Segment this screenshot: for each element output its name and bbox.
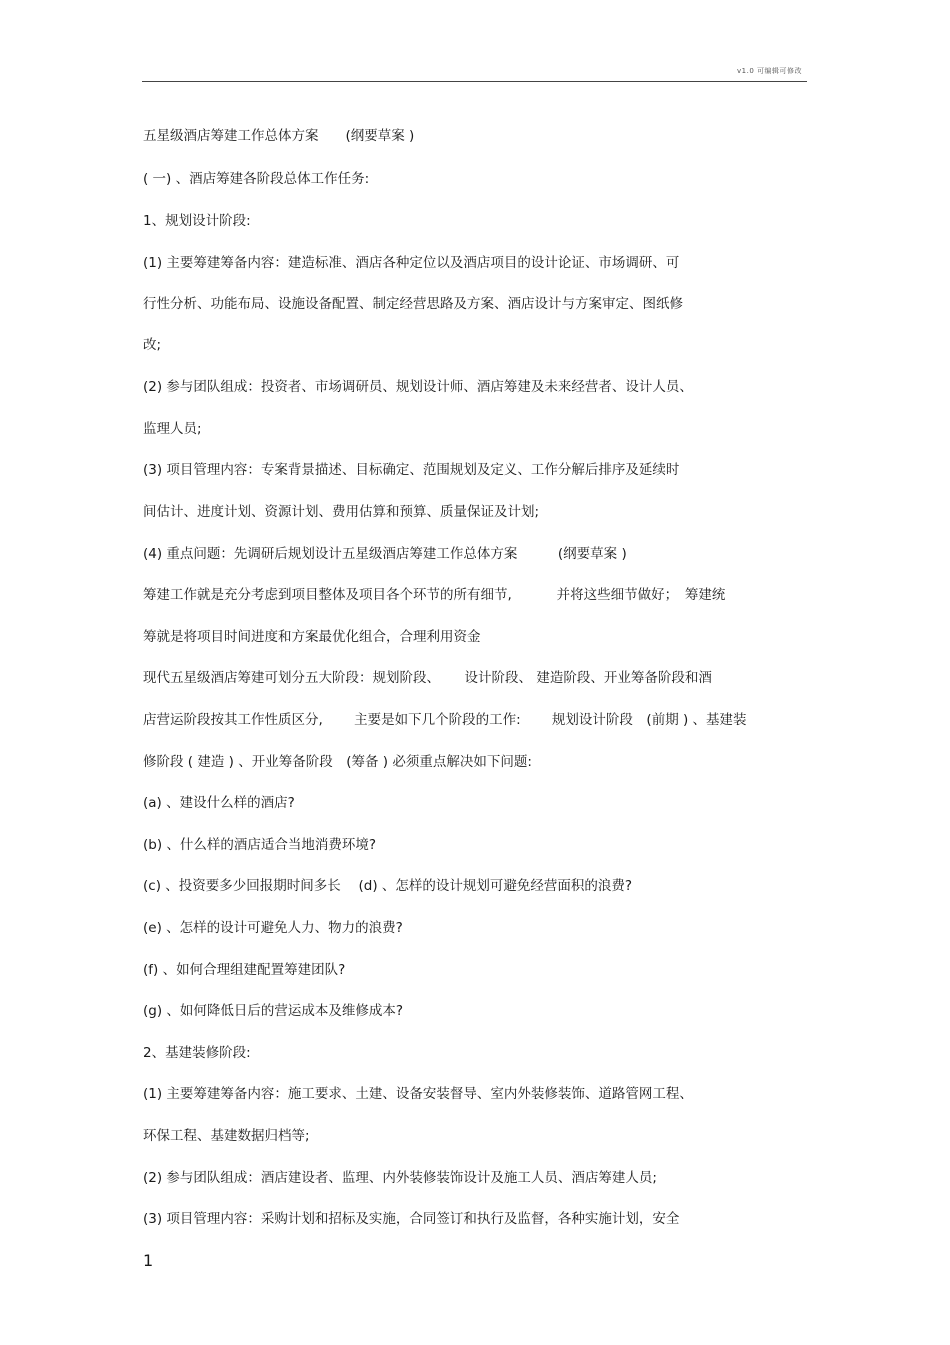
text-line: (4) 重点问题：先调研后规划设计五星级酒店筹建工作总体方案 (纲要草案 ) xyxy=(143,546,627,562)
text-line: 监理人员; xyxy=(143,421,202,437)
list-item: (f) 、如何合理组建配置筹建团队? xyxy=(143,962,346,978)
text-line: (1) 主要筹建筹备内容：施工要求、土建、设备安装督导、室内外装修装饰、道路管网工程、 xyxy=(143,1086,693,1102)
text-line: 筹建工作就是充分考虑到项目整体及项目各个环节的所有细节, 并将这些细节做好； 筹建统 xyxy=(143,587,726,603)
list-item: (a) 、建设什么样的酒店? xyxy=(143,795,295,811)
text-line: 间估计、进度计划、资源计划、费用估算和预算、质量保证及计划; xyxy=(143,504,540,520)
list-item: (c) 、投资要多少回报期时间多长 (d) 、怎样的设计规划可避免经营面积的浪费? xyxy=(143,878,633,894)
text-line: 筹就是将项目时间进度和方案最优化组合，合理利用资金 xyxy=(143,629,481,645)
page-number: 1 xyxy=(143,1251,154,1270)
text-line: 修阶段 ( 建造 ) 、开业筹备阶段 (筹备 ) 必须重点解决如下问题: xyxy=(143,754,532,770)
header-version-tag: v1.0 可编辑可修改 xyxy=(737,67,802,75)
header-rule xyxy=(142,81,807,82)
text-line: (3) 项目管理内容：采购计划和招标及实施，合同签订和执行及监督，各种实施计划，安全 xyxy=(143,1211,680,1227)
list-item: (e) 、怎样的设计可避免人力、物力的浪费? xyxy=(143,920,403,936)
subsection-heading: 2、基建装修阶段: xyxy=(143,1045,251,1061)
subsection-heading: 1、规划设计阶段: xyxy=(143,213,251,229)
document-title: 五星级酒店筹建工作总体方案 (纲要草案 ) xyxy=(143,128,415,144)
text-line: 环保工程、基建数据归档等; xyxy=(143,1128,310,1144)
list-item: (b) 、什么样的酒店适合当地消费环境? xyxy=(143,837,377,853)
text-line: (1) 主要筹建筹备内容：建造标准、酒店各种定位以及酒店项目的设计论证、市场调研、可 xyxy=(143,255,680,271)
text-line: 现代五星级酒店筹建可划分五大阶段：规划阶段、 设计阶段、 建造阶段、开业筹备阶段和酒 xyxy=(143,670,712,686)
text-line: 行性分析、功能布局、设施设备配置、制定经营思路及方案、酒店设计与方案审定、图纸修 xyxy=(143,296,683,312)
text-line: (2) 参与团队组成：投资者、市场调研员、规划设计师、酒店筹建及未来经营者、设计人员、 xyxy=(143,379,693,395)
section-heading: ( 一) 、酒店筹建各阶段总体工作任务: xyxy=(143,171,370,187)
list-item: (g) 、如何降低日后的营运成本及维修成本? xyxy=(143,1003,404,1019)
text-line: 改; xyxy=(143,337,162,353)
text-line: (3) 项目管理内容：专案背景描述、目标确定、范围规划及定义、工作分解后排序及延续时 xyxy=(143,462,680,478)
text-line: (2) 参与团队组成：酒店建设者、监理、内外装修装饰设计及施工人员、酒店筹建人员; xyxy=(143,1170,657,1186)
text-line: 店营运阶段按其工作性质区分, 主要是如下几个阶段的工作: 规划设计阶段 (前期 ) 、基建装 xyxy=(143,712,747,728)
